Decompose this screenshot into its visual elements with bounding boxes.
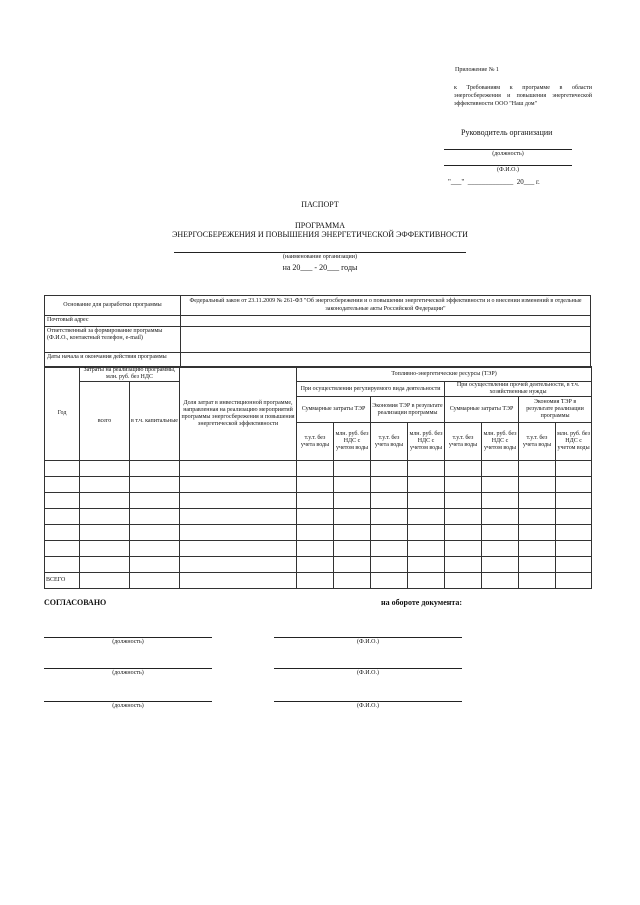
- appendix-title: Приложение № 1: [455, 67, 499, 73]
- sign-fio-line-1: [274, 637, 462, 638]
- table-row: [45, 541, 592, 557]
- col-mln: млн. руб. без НДС с учетом воды: [556, 423, 592, 461]
- col-other: При осуществлении прочей деятельности, в т.ч. хозяйственные нужды: [445, 382, 592, 397]
- org-caption: (наименование организации): [283, 254, 357, 260]
- sign-position-line-2: [44, 668, 212, 669]
- table-row: [45, 557, 592, 573]
- info-value: [181, 352, 591, 367]
- info-label: Даты начала и окончания действия программы: [45, 352, 181, 367]
- agreed-label: СОГЛАСОВАНО: [44, 598, 107, 607]
- col-regular-economy: Экономия ТЭР в результате реализации программы: [371, 397, 445, 423]
- sign-position-line-3: [44, 701, 212, 702]
- sign-position-caption: (должность): [112, 703, 144, 709]
- appendix-line-1: к Требованиям к программе в области: [454, 85, 592, 91]
- col-total: всего: [80, 382, 130, 461]
- position-caption: (должность): [492, 151, 524, 157]
- col-other-economy: Экономия ТЭР в результате реализации программы: [519, 397, 592, 423]
- total-label: ВСЕГО: [45, 573, 80, 589]
- col-year: Год: [45, 367, 80, 461]
- appendix-line-3: эффективности ООО "Наш дом": [454, 101, 538, 107]
- fio-line: [444, 165, 572, 166]
- col-mln: млн. руб. без НДС с учетом воды: [334, 423, 371, 461]
- col-tut: т.у.т. без учета воды: [371, 423, 408, 461]
- info-label: Почтовый адрес: [45, 316, 181, 327]
- info-row: [45, 296, 591, 316]
- info-row: [45, 352, 591, 367]
- col-regular: При осуществлении регулируемого вида деятельности: [297, 382, 445, 397]
- col-capital: в т.ч. капитальные: [130, 382, 180, 461]
- approve-head: Руководитель организации: [461, 128, 553, 137]
- info-label: Основание для разработки программы: [45, 296, 181, 316]
- col-regular-sum: Суммарные затраты ТЭР: [297, 397, 371, 423]
- col-tut: т.у.т. без учета воды: [519, 423, 556, 461]
- table-row: [45, 461, 592, 477]
- appendix-line-2: энергосбережения и повышения энергетической: [454, 93, 592, 99]
- position-line: [444, 149, 572, 150]
- col-fer: Топливно-энергетические ресурсы (ТЭР): [297, 367, 592, 382]
- info-value: [181, 326, 591, 352]
- program-title: ПРОГРАММА: [295, 221, 345, 230]
- info-row: [45, 326, 591, 352]
- table-row: [45, 525, 592, 541]
- col-tut: т.у.т. без учета воды: [297, 423, 334, 461]
- sign-fio-caption: (Ф.И.О.): [357, 703, 379, 709]
- table-row: [45, 477, 592, 493]
- program-subtitle: ЭНЕРГОСБЕРЕЖЕНИЯ И ПОВЫШЕНИЯ ЭНЕРГЕТИЧЕСКОЙ ЭФФЕКТИВНОСТИ: [172, 230, 468, 239]
- info-label: Ответственный за формирование программы (Ф.И.О., контактный телефон, e-mail): [45, 326, 181, 352]
- col-share: Доля затрат в инвестиционной программе, направленная на реализацию мероприятий программы энергосбережения и повышения энергетической эффективности: [180, 367, 297, 461]
- program-years: на 20___ - 20___ годы: [282, 263, 358, 272]
- sign-position-caption: (должность): [112, 639, 144, 645]
- sign-fio-caption: (Ф.И.О.): [357, 639, 379, 645]
- sign-position-line-1: [44, 637, 212, 638]
- col-other-sum: Суммарные затраты ТЭР: [445, 397, 519, 423]
- sign-fio-caption: (Ф.И.О.): [357, 670, 379, 676]
- passport-title: ПАСПОРТ: [301, 200, 339, 209]
- info-value: [181, 316, 591, 327]
- sign-fio-line-3: [274, 701, 462, 702]
- col-mln: млн. руб. без НДС с учетом воды: [408, 423, 445, 461]
- org-line: [174, 252, 466, 253]
- passport-info-table: [44, 295, 591, 368]
- sign-position-caption: (должность): [112, 670, 144, 676]
- col-mln: млн. руб. без НДС с учетом воды: [482, 423, 519, 461]
- fio-caption: (Ф.И.О.): [497, 167, 519, 173]
- info-row: [45, 316, 591, 327]
- col-tut: т.у.т. без учета воды: [445, 423, 482, 461]
- table-row-total: [45, 573, 592, 589]
- program-costs-table: [44, 366, 592, 589]
- table-row: [45, 493, 592, 509]
- info-value: Федеральный закон от 23.11.2009 № 261-ФЗ "Об энергосбережении и о повышении энергетической эффективности и о внесении изменений в отдельные законодательные акты Российской Федерации": [181, 296, 591, 316]
- approve-date: "___" _____________ 20___ г.: [448, 178, 540, 186]
- reverse-label: на обороте документа:: [381, 598, 463, 607]
- sign-fio-line-2: [274, 668, 462, 669]
- col-costs: Затраты на реализацию программы, млн. руб. без НДС: [80, 367, 180, 382]
- table-row: [45, 509, 592, 525]
